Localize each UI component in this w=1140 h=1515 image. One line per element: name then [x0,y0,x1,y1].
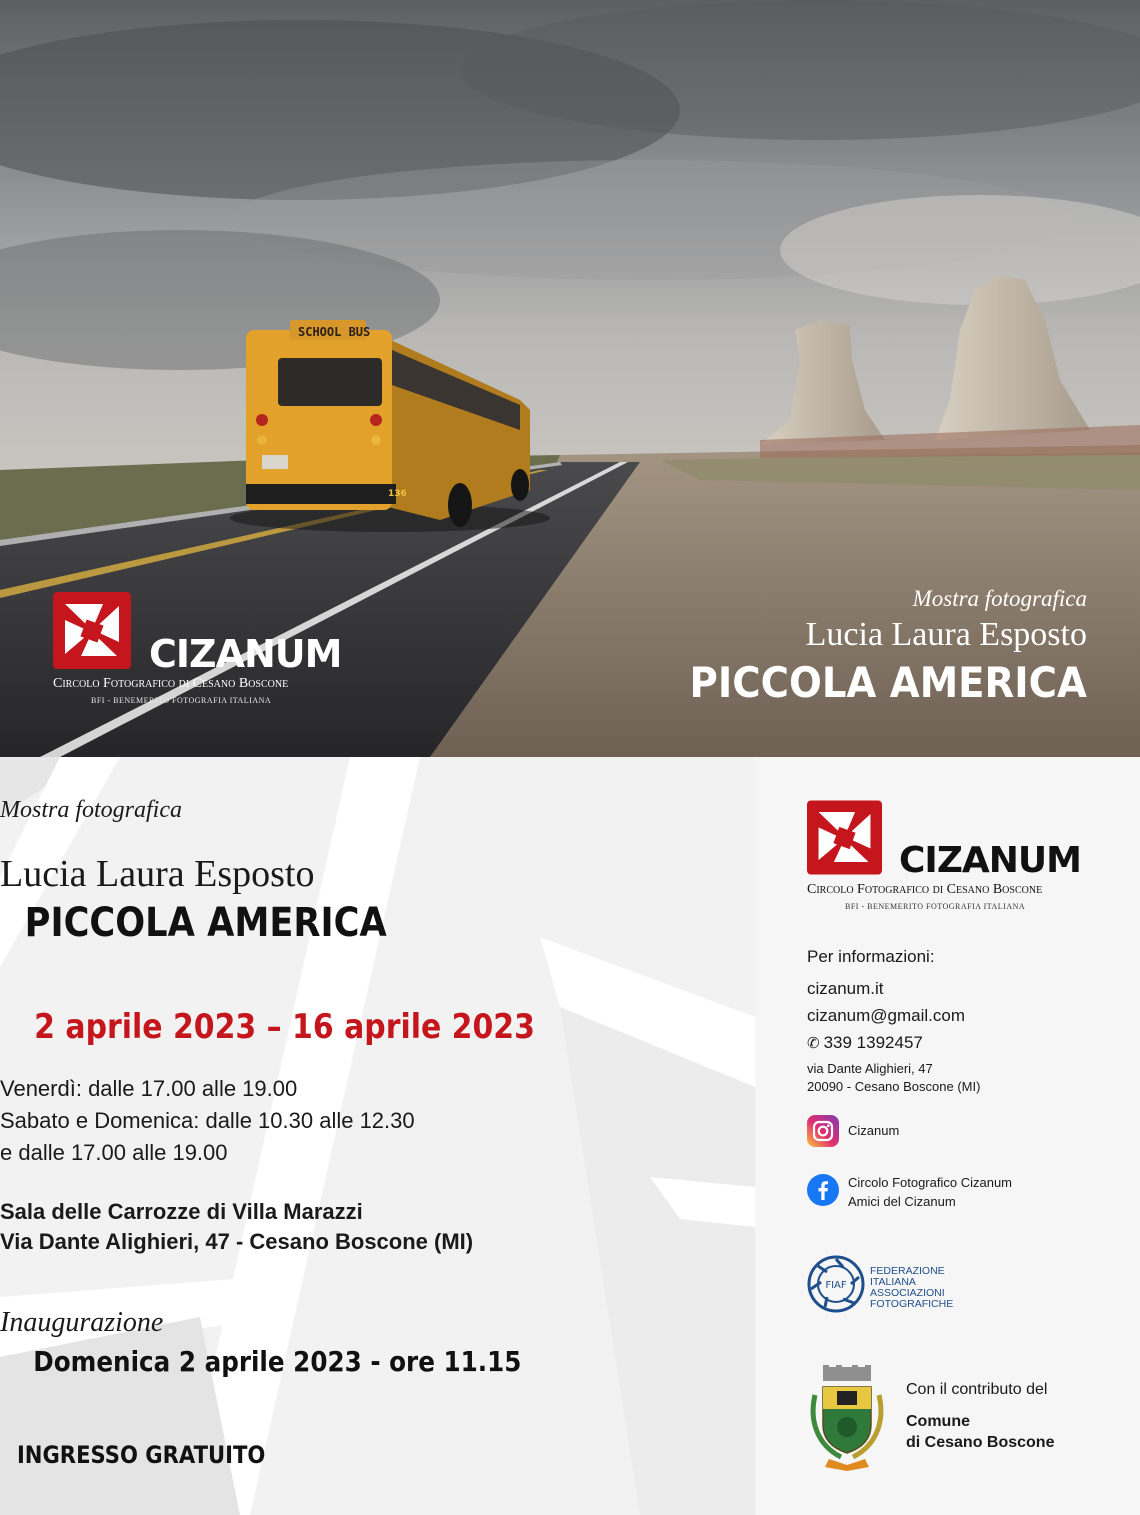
hours-line: e dalle 17.00 alle 19.00 [0,1140,228,1165]
brand-subtitle: Circolo Fotografico di Cesano Boscone [53,676,289,691]
sidebar-brand-logo [807,800,1081,920]
brand-tagline: BFI - BENEMERITO FOTOGRAFIA ITALIANA [845,902,1026,911]
bus-sign: SCHOOL BUS [298,325,371,339]
event-author: Lucia Laura Esposto [0,853,315,895]
facebook-icon [807,1174,839,1206]
instagram-handle: Cizanum [848,1123,900,1138]
event-title: PICCOLA AMERICA [24,900,387,946]
hero-caption [655,586,1087,707]
event-dates: 2 aprile 2023 – 16 aprile 2023 [34,1007,535,1047]
aperture-logo-icon [53,592,131,669]
hours-line: Venerdì: dalle 17.00 alle 19.00 [0,1076,298,1101]
contact-sidebar [755,757,1140,1515]
venue-name: Sala delle Carrozze di Villa Marazzi [0,1199,363,1224]
phone-icon: ✆ [807,1035,820,1052]
aperture-logo-icon [807,800,882,875]
hours-line: Sabato e Domenica: dalle 10.30 alle 12.30 [0,1108,415,1133]
brand-wordmark: CIZANUM [149,632,342,676]
hero-title: PICCOLA AMERICA [689,658,1087,707]
address-line: 20090 - Cesano Boscone (MI) [807,1079,981,1094]
fiaf-logo [807,1255,1037,1315]
brand-tagline: BFI - BENEMERITO FOTOGRAFIA ITALIANA [91,696,272,705]
venue [0,1197,755,1257]
sponsor-name: Comune [906,1413,970,1430]
event-kicker: Mostra fotografica [0,797,183,823]
address-line: via Dante Alighieri, 47 [807,1061,933,1076]
municipality-crest-icon [807,1365,887,1473]
admission-note: INGRESSO GRATUITO [16,1441,266,1469]
sponsor-name: di Cesano Boscone [906,1434,1055,1451]
brand-subtitle: Circolo Fotografico di Cesano Boscone [807,882,1043,897]
opening-hours [0,1073,755,1169]
facebook-page: Circolo Fotografico Cizanum [848,1175,1013,1190]
info-heading: Per informazioni: [807,947,935,966]
inauguration-datetime: Domenica 2 aprile 2023 - ore 11.15 [33,1345,522,1378]
fiaf-name: FEDERAZIONE ITALIANA ASSOCIAZIONI FOTOGRAFICHE [870,1265,954,1310]
website-link[interactable]: cizanum.it [807,979,884,998]
fiaf-aperture-icon [807,1255,865,1313]
instagram-icon [807,1115,839,1147]
facebook-group: Amici del Cizanum [848,1194,956,1209]
hero-brand-logo [53,592,342,712]
event-details-panel [0,757,755,1515]
phone-number[interactable]: ✆ 339 1392457 [807,1033,923,1052]
bus-number: 136 [388,489,407,499]
fiaf-badge: FIAF [825,1280,847,1291]
venue-address: Via Dante Alighieri, 47 - Cesano Boscone (MI) [0,1229,474,1254]
hero-photo [0,0,1140,757]
hero-author: Lucia Laura Esposto [805,616,1087,653]
inauguration-label: Inaugurazione [0,1307,164,1338]
sponsor-lead: Con il contributo del [906,1381,1048,1398]
email-link[interactable]: cizanum@gmail.com [807,1006,966,1025]
hero-kicker: Mostra fotografica [912,586,1087,611]
brand-wordmark: CIZANUM [899,840,1081,881]
municipality-sponsor [807,1365,1107,1475]
